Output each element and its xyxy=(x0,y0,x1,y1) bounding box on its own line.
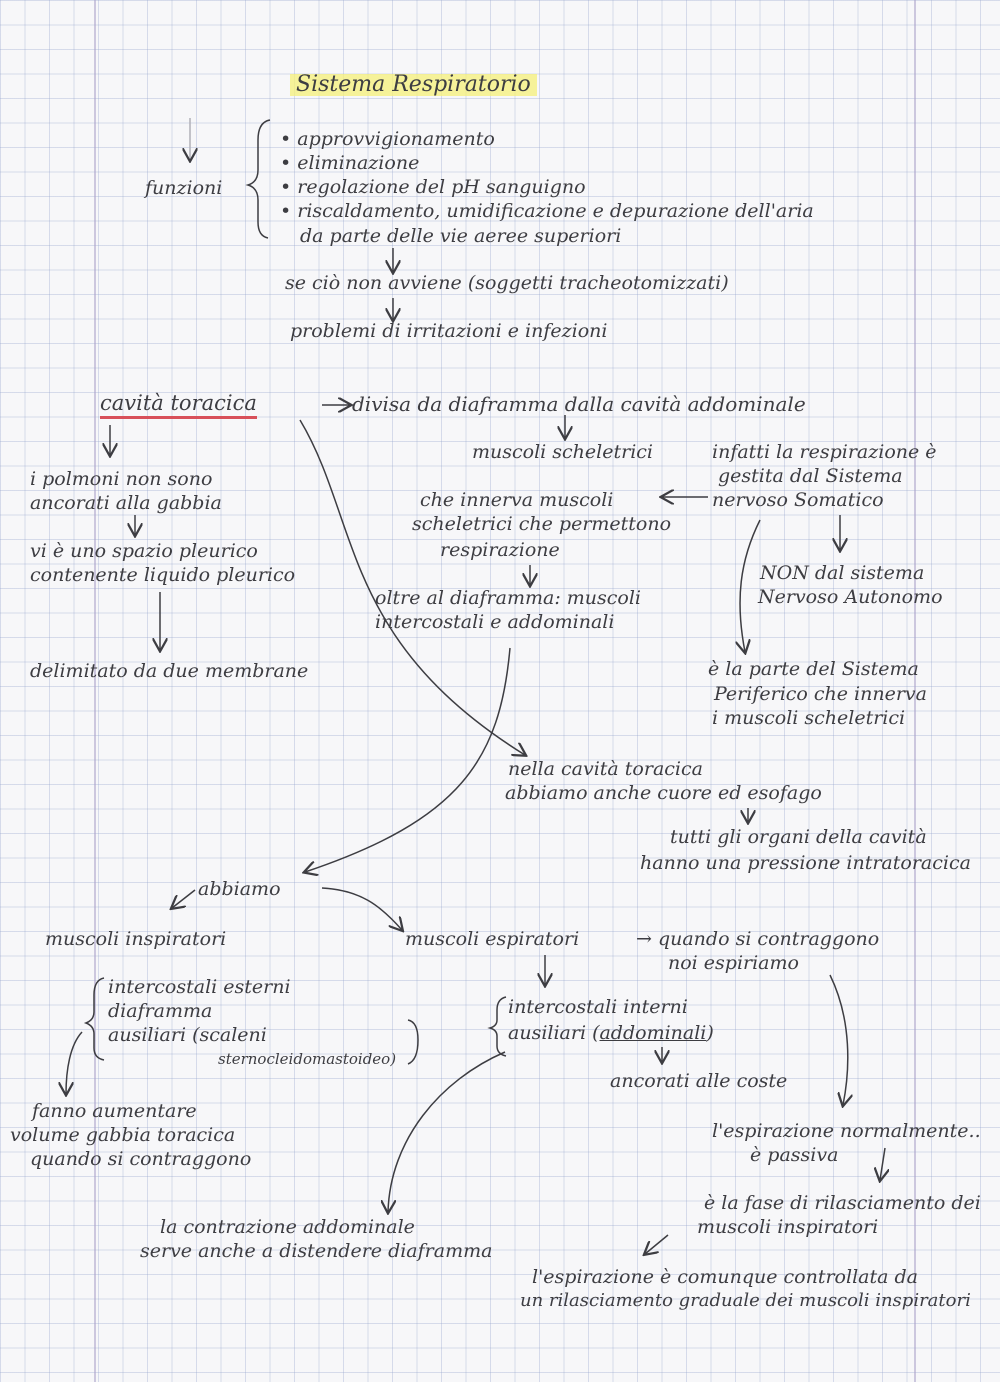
parte-line-3: i muscoli scheletrici xyxy=(712,707,906,729)
parte-line-2: Periferico che innerva xyxy=(714,683,927,705)
infatti-line-1: infatti la respirazione è xyxy=(712,441,937,463)
cavita-divisa: divisa da diaframma dalla cavità addominale xyxy=(352,392,806,416)
esp-item: intercostali interni xyxy=(508,996,688,1018)
funzioni-item: • eliminazione xyxy=(280,152,420,174)
oltre-line-2: intercostali e addominali xyxy=(375,611,615,633)
arrow-esp-brace-to-contrazione xyxy=(388,1052,505,1212)
insp-item: intercostali esterni xyxy=(108,976,291,998)
brace-esp-svg xyxy=(490,997,506,1056)
insp-effect-line-1: fanno aumentare xyxy=(32,1100,197,1122)
brace-funzioni-svg xyxy=(248,120,270,238)
innerva-line-1: che innerva muscoli xyxy=(420,489,614,511)
funzioni-item: da parte delle vie aeree superiori xyxy=(300,225,622,247)
arrow-somatico-to-parte xyxy=(740,520,760,652)
quando-line-2: noi espiriamo xyxy=(668,952,799,974)
espirazione-line-2: è passiva xyxy=(750,1144,839,1166)
insp-item: sternocleidomastoideo) xyxy=(218,1050,397,1068)
brace-insp-svg xyxy=(86,978,104,1060)
fase-line-1: è la fase di rilasciamento dei xyxy=(704,1192,981,1214)
esp-item-addominali: addominali xyxy=(599,1022,707,1044)
spazio-line-1: vi è uno spazio pleurico xyxy=(30,540,258,562)
muscoli-inspiratori: muscoli inspiratori xyxy=(45,928,227,950)
muscoli-scheletrici: muscoli scheletrici xyxy=(472,441,653,463)
funzioni-item: • regolazione del pH sanguigno xyxy=(280,176,586,198)
ancorati: ancorati alle coste xyxy=(610,1070,788,1092)
contrazione-line-1: la contrazione addominale xyxy=(160,1216,415,1238)
funzioni-item: • approvvigionamento xyxy=(280,128,495,150)
espirazione-line-1: l'espirazione normalmente.. xyxy=(712,1120,981,1142)
non-line-1: NON dal sistema xyxy=(760,562,925,584)
fase-line-2: muscoli inspiratori xyxy=(697,1216,879,1238)
parte-line-1: è la parte del Sistema xyxy=(708,658,919,680)
muscoli-espiratori: muscoli espiratori xyxy=(405,928,580,950)
insp-effect-line-3: quando si contraggono xyxy=(30,1148,252,1170)
arrow-abbiamo-to-espiratori xyxy=(322,888,402,930)
page-title: Sistema Respiratorio xyxy=(290,74,537,96)
arrow-espirazione-to-fase xyxy=(880,1148,885,1180)
organi-line-1: tutti gli organi della cavità xyxy=(670,826,927,848)
insp-item: diaframma xyxy=(108,1000,213,1022)
esp-item-suffix: ) xyxy=(706,1022,714,1044)
controllata-line-1: l'espirazione è comunque controllata da xyxy=(532,1266,918,1288)
polmoni-line-2: ancorati alla gabbia xyxy=(30,492,222,514)
polmoni-line-1: i polmoni non sono xyxy=(30,468,213,490)
esp-item-prefix: ausiliari ( xyxy=(508,1022,600,1044)
arrow-fase-to-controllata xyxy=(645,1235,668,1254)
spazio-line-2: contenente liquido pleurico xyxy=(30,564,296,586)
infatti-line-2: gestita dal Sistema xyxy=(718,465,903,487)
insp-item: ausiliari (scaleni xyxy=(108,1024,267,1046)
arrow-oltre-to-abbiamo xyxy=(305,648,510,872)
nella-line-2: abbiamo anche cuore ed esofago xyxy=(505,782,822,804)
oltre-line-1: oltre al diaframma: muscoli xyxy=(375,587,642,609)
insp-effect-line-2: volume gabbia toracica xyxy=(10,1124,236,1146)
quando-line-1: → quando si contraggono xyxy=(636,928,880,950)
bracket-ausiliari-right xyxy=(408,1020,418,1064)
nella-line-1: nella cavità toracica xyxy=(508,758,703,780)
infatti-line-3: nervoso Somatico xyxy=(712,489,884,511)
delimitato: delimitato da due membrane xyxy=(30,660,309,682)
cavita-title: cavità toracica xyxy=(100,392,257,419)
innerva-line-3: respirazione xyxy=(440,539,560,561)
organi-line-2: hanno una pressione intratoracica xyxy=(640,852,971,874)
arrow-abbiamo-to-inspiratori xyxy=(172,890,195,908)
funzioni-label: funzioni xyxy=(145,177,223,199)
funzioni-problems: problemi di irritazioni e infezioni xyxy=(290,320,608,342)
contrazione-line-2: serve anche a distendere diaframma xyxy=(140,1240,493,1262)
innerva-line-2: scheletrici che permettono xyxy=(412,513,672,535)
arrow-insp-brace-to-effect xyxy=(66,1032,82,1094)
esp-item xyxy=(508,1022,714,1044)
controllata-line-2: un rilasciamento graduale dei muscoli inspiratori xyxy=(520,1290,971,1311)
funzioni-consequence: se ciò non avviene (soggetti tracheotomizzati) xyxy=(285,272,729,294)
non-line-2: Nervoso Autonomo xyxy=(758,586,943,608)
funzioni-item: • riscaldamento, umidificazione e depurazione dell'aria xyxy=(280,200,814,222)
abbiamo: abbiamo xyxy=(198,878,281,900)
arrow-quando-to-espirazione xyxy=(830,975,848,1105)
